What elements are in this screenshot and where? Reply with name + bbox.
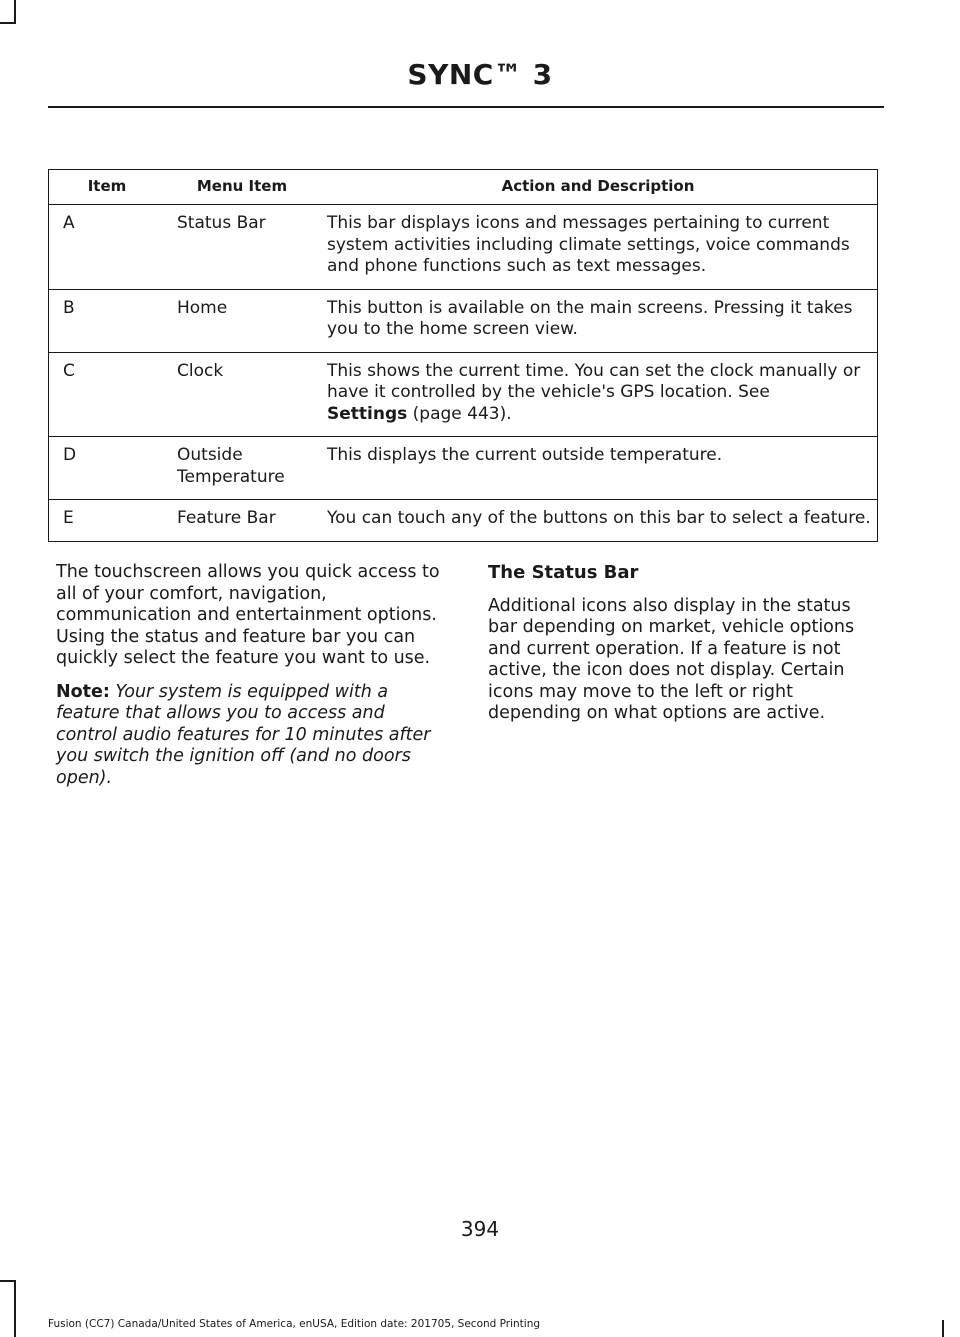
table-row xyxy=(49,437,878,500)
cell-menu-item: Clock xyxy=(165,352,319,437)
page-title: SYNC™ 3 xyxy=(407,58,553,91)
column-header-menu-item: Menu Item xyxy=(165,170,319,205)
cell-description: This bar displays icons and messages pertaining to current system activities including climate settings, voice commands and phone functions such as text messages. xyxy=(319,205,878,290)
footer-edition-info: Fusion (CC7) Canada/United States of America, enUSA, Edition date: 201705, Second Printing xyxy=(48,1318,541,1330)
cell-item: E xyxy=(49,500,166,542)
settings-link[interactable]: Settings xyxy=(327,403,408,424)
cell-menu-item: Outside Temperature xyxy=(165,437,319,500)
cell-menu-item: Home xyxy=(165,289,319,352)
crop-mark xyxy=(14,1280,16,1337)
description-text: This shows the current time. You can set the clock manually or have it controlled by the vehicle's GPS location. See xyxy=(327,360,861,402)
intro-paragraph: The touchscreen allows you quick access to all of your comfort, navigation, communication and entertainment options. Using the status and feature bar you can quickly select the feature you want to use. xyxy=(56,562,440,668)
cell-item: A xyxy=(49,205,166,290)
cell-item: B xyxy=(49,289,166,352)
cell-description xyxy=(319,352,878,437)
note-paragraph xyxy=(56,682,448,790)
table-row xyxy=(49,500,878,542)
table-row xyxy=(49,352,878,437)
note-label: Note: xyxy=(56,681,110,702)
table-row xyxy=(49,205,878,290)
cell-description: This displays the current outside temperature. xyxy=(319,437,878,500)
page-reference: (page 443). xyxy=(407,403,512,424)
crop-mark xyxy=(942,1320,944,1337)
note-text: Your system is equipped with a feature that allows you to access and control audio features for 10 minutes after you switch the ignition off (and no doors open). xyxy=(56,681,431,788)
crop-mark xyxy=(0,22,16,24)
cell-item: C xyxy=(49,352,166,437)
table-row xyxy=(49,289,878,352)
cell-menu-item: Feature Bar xyxy=(165,500,319,542)
menu-item-table xyxy=(48,169,878,542)
crop-mark xyxy=(0,1280,16,1282)
page-number: 394 xyxy=(460,1217,500,1241)
table-header-row xyxy=(49,170,878,205)
right-column xyxy=(488,562,880,737)
crop-mark xyxy=(14,0,16,24)
left-column xyxy=(56,562,448,801)
cell-description: You can touch any of the buttons on this bar to select a feature. xyxy=(319,500,878,542)
status-bar-paragraph: Additional icons also display in the status bar depending on market, vehicle options and current operation. If a feature is not active, the icon does not display. Certain icons may move to the left or right depending on what options are active. xyxy=(488,595,855,723)
column-header-item: Item xyxy=(49,170,166,205)
section-heading: The Status Bar xyxy=(488,562,639,583)
header-divider xyxy=(48,106,884,108)
cell-description: This button is available on the main screens. Pressing it takes you to the home screen view. xyxy=(319,289,878,352)
column-header-action-description: Action and Description xyxy=(319,170,878,205)
cell-menu-item: Status Bar xyxy=(165,205,319,290)
cell-item: D xyxy=(49,437,166,500)
